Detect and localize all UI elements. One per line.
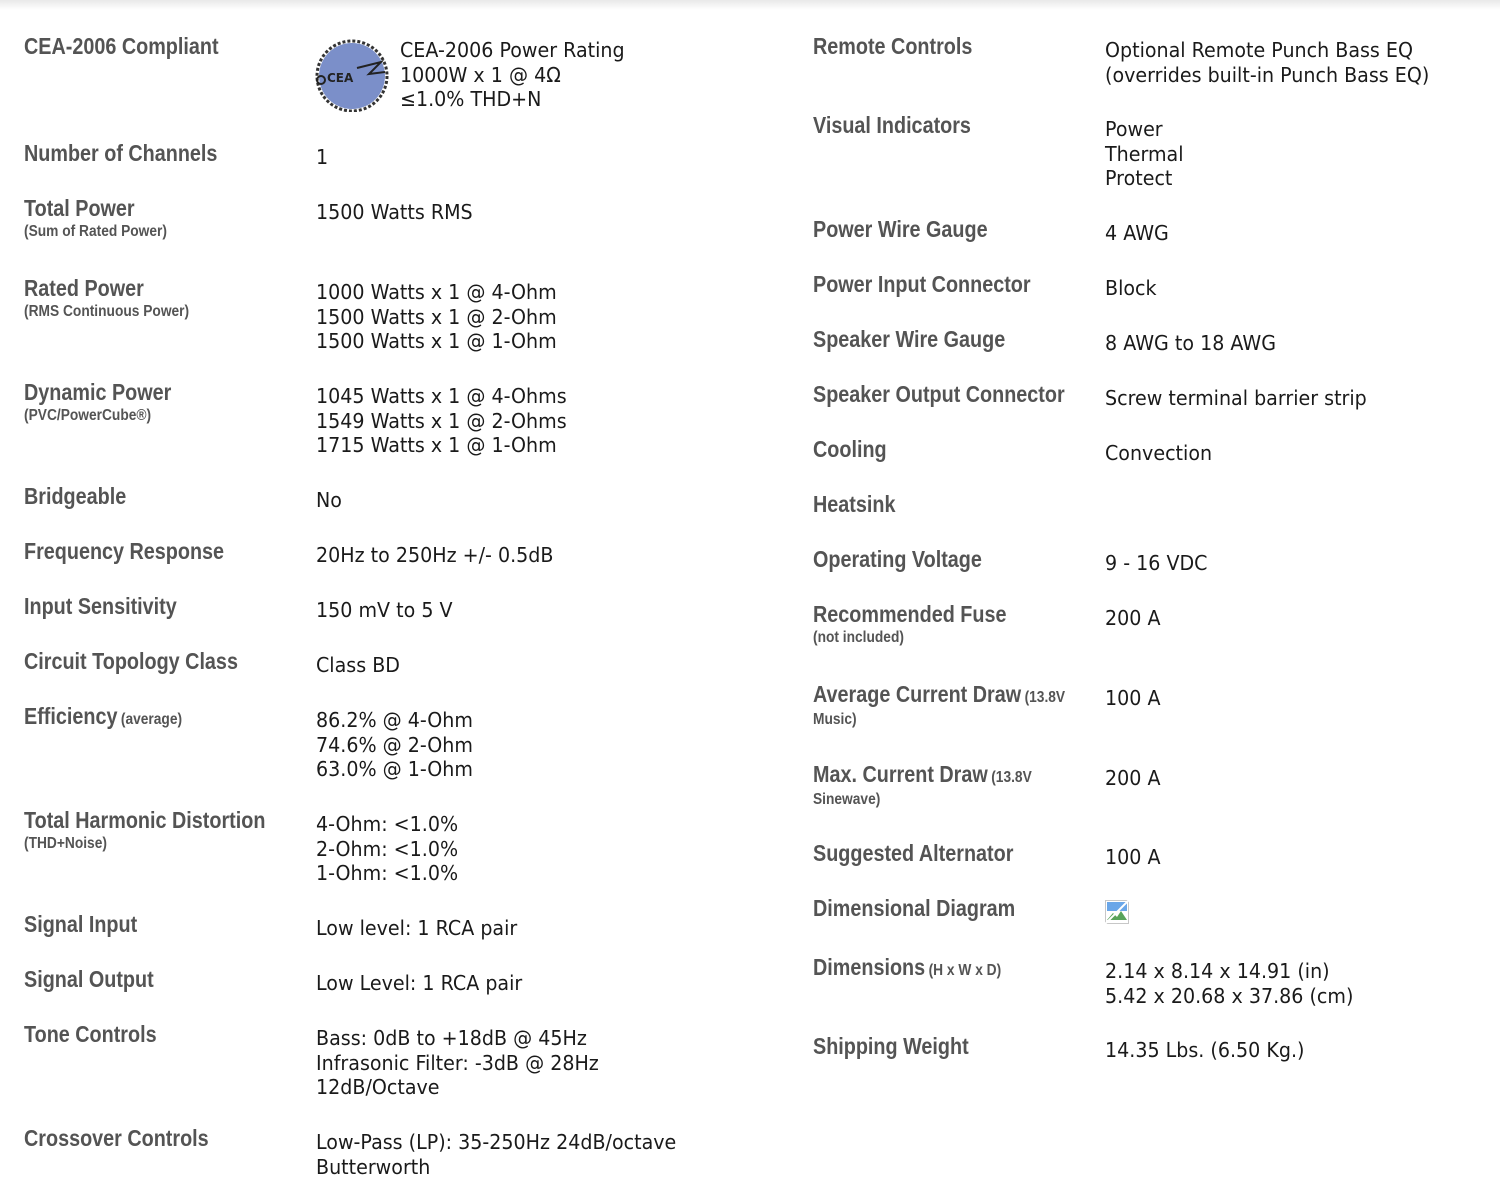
spec-label-dynamic-power: Dynamic Power (PVC/PowerCube®) [24, 379, 172, 424]
spec-label-visual-indicators: Visual Indicators [813, 112, 971, 138]
spec-label-input-sensitivity: Input Sensitivity [24, 593, 177, 619]
spec-value-power-wire-gauge: 4 AWG [1105, 221, 1169, 245]
spec-label-power-input-connector: Power Input Connector [813, 271, 1031, 297]
spec-label-bridgeable: Bridgeable [24, 483, 127, 509]
spec-label-signal-output: Signal Output [24, 966, 154, 992]
spec-value-cea-compliant: CEA-2006 Power Rating 1000W x 1 @ 4Ω ≤1.0% THD+N [400, 38, 625, 111]
spec-label-tone-controls: Tone Controls [24, 1021, 157, 1047]
spec-label-thd: Total Harmonic Distortion (THD+Noise) [24, 807, 266, 852]
spec-label-suggested-alternator: Suggested Alternator [813, 840, 1014, 866]
spec-value-dimensions: 2.14 x 8.14 x 14.91 (in) 5.42 x 20.68 x 37.86 (cm) [1105, 959, 1354, 1008]
spec-value-tone-controls: Bass: 0dB to +18dB @ 45Hz Infrasonic Filter: -3dB @ 28Hz 12dB/Octave [316, 1026, 599, 1099]
spec-value-remote-controls: Optional Remote Punch Bass EQ (overrides built-in Punch Bass EQ) [1105, 38, 1430, 87]
spec-value-power-input-connector: Block [1105, 276, 1157, 300]
spec-value-visual-indicators: Power Thermal Protect [1105, 117, 1184, 190]
spec-value-dynamic-power: 1045 Watts x 1 @ 4-Ohms 1549 Watts x 1 @ 2-Ohms 1715 Watts x 1 @ 1-Ohm [316, 384, 567, 457]
spec-label-efficiency: Efficiency (average) [24, 703, 183, 729]
spec-label-dimensions: Dimensions (H x W x D) [813, 954, 1002, 980]
spec-label-operating-voltage: Operating Voltage [813, 546, 982, 572]
spec-value-efficiency: 86.2% @ 4-Ohm 74.6% @ 2-Ohm 63.0% @ 1-Ohm [316, 708, 473, 781]
spec-value-channels: 1 [316, 145, 329, 169]
spec-value-rated-power: 1000 Watts x 1 @ 4-Ohm 1500 Watts x 1 @ 2-Ohm 1500 Watts x 1 @ 1-Ohm [316, 280, 557, 353]
svg-text:CEA: CEA [327, 71, 354, 85]
broken-image-icon[interactable] [1105, 900, 1129, 924]
spec-label-shipping-weight: Shipping Weight [813, 1033, 969, 1059]
spec-value-speaker-wire-gauge: 8 AWG to 18 AWG [1105, 331, 1277, 355]
spec-value-input-sensitivity: 150 mV to 5 V [316, 598, 453, 622]
spec-label-heatsink: Heatsink [813, 491, 896, 517]
spec-label-total-power: Total Power (Sum of Rated Power) [24, 195, 167, 240]
spec-label-cooling: Cooling [813, 436, 887, 462]
spec-label-rated-power: Rated Power (RMS Continuous Power) [24, 275, 190, 320]
spec-value-max-current-draw: 200 A [1105, 766, 1161, 790]
spec-label-average-current-draw: Average Current Draw (13.8V Music) [813, 681, 1066, 728]
spec-label-cea-compliant: CEA-2006 Compliant [24, 33, 219, 59]
spec-label-power-wire-gauge: Power Wire Gauge [813, 216, 988, 242]
spec-value-suggested-alternator: 100 A [1105, 845, 1161, 869]
spec-label-max-current-draw: Max. Current Draw (13.8V Sinewave) [813, 761, 1032, 808]
spec-label-remote-controls: Remote Controls [813, 33, 973, 59]
spec-value-total-power: 1500 Watts RMS [316, 200, 473, 224]
spec-label-circuit-topology: Circuit Topology Class [24, 648, 238, 674]
spec-label-dimensional-diagram: Dimensional Diagram [813, 895, 1016, 921]
spec-value-crossover-controls: Low-Pass (LP): 35-250Hz 24dB/octave Butterworth [316, 1130, 677, 1179]
spec-value-frequency-response: 20Hz to 250Hz +/- 0.5dB [316, 543, 554, 567]
spec-value-average-current-draw: 100 A [1105, 686, 1161, 710]
spec-value-bridgeable: No [316, 488, 342, 512]
spec-value-signal-output: Low Level: 1 RCA pair [316, 971, 523, 995]
spec-value-signal-input: Low level: 1 RCA pair [316, 916, 518, 940]
cea-2006-logo [311, 38, 389, 112]
spec-value-speaker-output-connector: Screw terminal barrier strip [1105, 386, 1367, 410]
spec-value-cooling: Convection [1105, 441, 1213, 465]
spec-label-frequency-response: Frequency Response [24, 538, 225, 564]
spec-value-operating-voltage: 9 - 16 VDC [1105, 551, 1208, 575]
spec-label-speaker-wire-gauge: Speaker Wire Gauge [813, 326, 1006, 352]
spec-value-circuit-topology: Class BD [316, 653, 400, 677]
spec-label-channels: Number of Channels [24, 140, 218, 166]
spec-value-recommended-fuse: 200 A [1105, 606, 1161, 630]
spec-label-signal-input: Signal Input [24, 911, 138, 937]
spec-label-speaker-output-connector: Speaker Output Connector [813, 381, 1065, 407]
top-shadow [0, 0, 1500, 10]
spec-value-thd: 4-Ohm: <1.0% 2-Ohm: <1.0% 1-Ohm: <1.0% [316, 812, 459, 885]
spec-label-crossover-controls: Crossover Controls [24, 1125, 209, 1151]
spec-value-shipping-weight: 14.35 Lbs. (6.50 Kg.) [1105, 1038, 1305, 1062]
spec-label-recommended-fuse: Recommended Fuse (not included) [813, 601, 1007, 646]
